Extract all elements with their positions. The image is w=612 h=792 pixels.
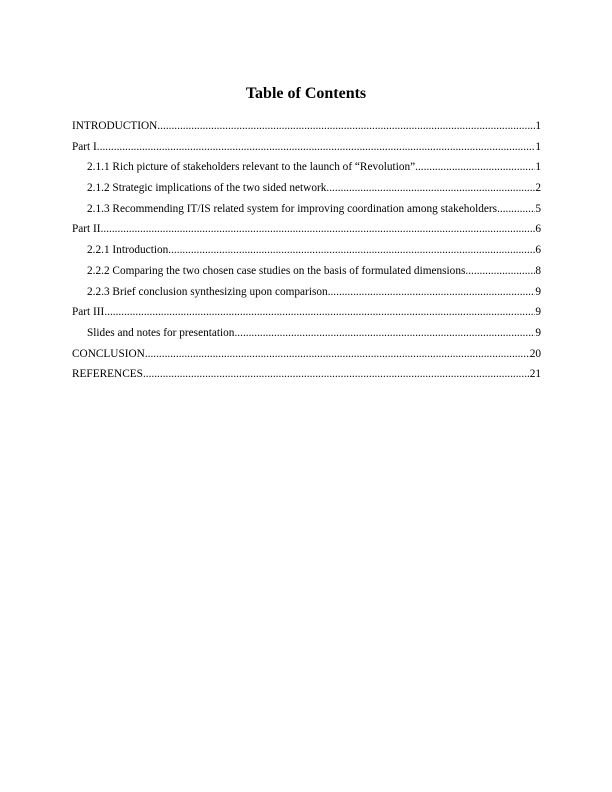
toc-page-number: 6: [535, 223, 541, 236]
toc-page-number: 9: [535, 326, 541, 339]
toc-page-number: 1: [535, 161, 541, 174]
toc-entry-label: 2.1.1 Rich picture of stakeholders relevant to the launch of “Revolution”: [87, 161, 416, 174]
toc-entry-references[interactable]: [72, 364, 541, 385]
toc-entry-label: INTRODUCTION: [72, 120, 158, 132]
toc-entry-2-1-1[interactable]: [72, 157, 541, 178]
toc-entry-label: Part II: [72, 223, 101, 236]
toc-entry-part-2[interactable]: [72, 219, 541, 240]
toc-entry-2-2-2[interactable]: [72, 261, 541, 282]
toc-page-number: 5: [535, 202, 541, 215]
toc-dot-leader: [326, 178, 535, 199]
toc-entry-label: 2.1.3 Recommending IT/IS related system for improving coordination among stakeholders: [87, 202, 498, 215]
toc-page-number: 6: [535, 244, 541, 257]
toc-page-number: 9: [535, 306, 541, 319]
toc-dot-leader: [143, 364, 530, 385]
toc-page-number: 1: [535, 140, 541, 153]
toc-entry-part-3[interactable]: [72, 302, 541, 323]
toc-entry-conclusion[interactable]: [72, 344, 541, 365]
toc-entry-label: Part III: [72, 306, 105, 319]
toc-dot-leader: [97, 137, 536, 158]
toc-page-number: 8: [535, 264, 541, 277]
toc-dot-leader: [157, 116, 535, 137]
toc-entry-2-1-3[interactable]: [72, 199, 541, 220]
toc-dot-leader: [497, 199, 535, 220]
toc-entry-2-2-3[interactable]: [72, 282, 541, 303]
toc-page-number: 2: [535, 182, 541, 195]
toc-title: Table of Contents: [245, 85, 367, 102]
toc-entry-introduction[interactable]: [72, 116, 541, 137]
table-of-contents: [72, 116, 541, 385]
toc-page-number: 21: [529, 368, 541, 381]
toc-dot-leader: [101, 219, 536, 240]
toc-entry-2-1-2[interactable]: [72, 178, 541, 199]
toc-page-number: 9: [535, 285, 541, 298]
toc-page-number: 20: [529, 347, 541, 360]
toc-entry-2-2-1[interactable]: [72, 240, 541, 261]
toc-dot-leader: [234, 323, 535, 344]
toc-entry-slides-notes[interactable]: [72, 323, 541, 344]
toc-entry-part-1[interactable]: [72, 137, 541, 158]
toc-entry-label: 2.2.3 Brief conclusion synthesizing upon comparison: [87, 285, 328, 298]
toc-dot-leader: [104, 302, 535, 323]
toc-entry-label: 2.2.2 Comparing the two chosen case studies on the basis of formulated dimensions: [87, 264, 466, 277]
toc-entry-label: Part I: [72, 140, 97, 153]
toc-entry-label: 2.2.1 Introduction: [87, 244, 169, 257]
toc-dot-leader: [328, 282, 536, 303]
toc-dot-leader: [465, 261, 535, 282]
toc-dot-leader: [415, 157, 535, 178]
toc-entry-label: REFERENCES: [72, 368, 143, 381]
toc-entry-label: CONCLUSION: [72, 347, 145, 360]
toc-dot-leader: [145, 344, 530, 365]
toc-dot-leader: [168, 240, 535, 261]
toc-page-number: 1: [535, 120, 541, 132]
toc-entry-label: Slides and notes for presentation: [87, 326, 235, 339]
toc-entry-label: 2.1.2 Strategic implications of the two sided network: [87, 182, 327, 195]
